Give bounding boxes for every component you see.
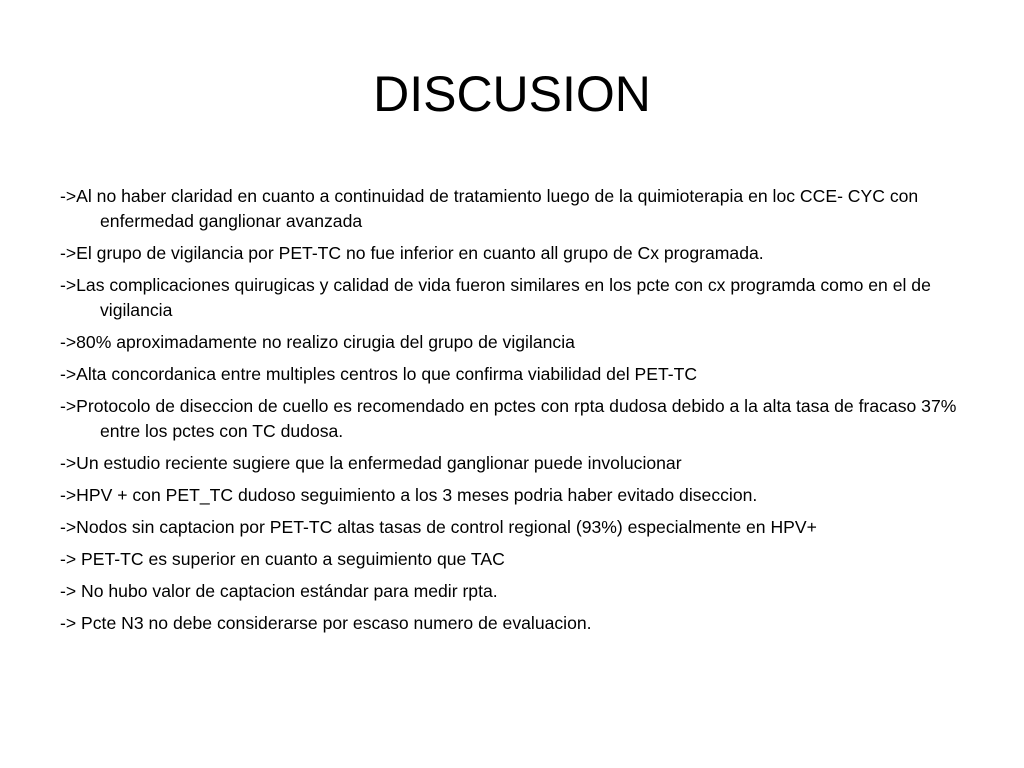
bullet-list [60, 184, 960, 643]
bullet-item: -> No hubo valor de captacion estándar para medir rpta. [60, 581, 498, 601]
bullet-item: -> PET-TC es superior en cuanto a seguimiento que TAC [60, 549, 505, 569]
bullet-item: ->El grupo de vigilancia por PET-TC no fue inferior en cuanto all grupo de Cx programada. [60, 243, 764, 263]
slide-title: DISCUSION [373, 66, 651, 122]
bullet-item: ->Protocolo de diseccion de cuello es recomendado en pctes con rpta dudosa debido a la alta tasa de fracaso 37% entre los pctes con TC dudosa. [60, 396, 957, 441]
bullet-item: -> Pcte N3 no debe considerarse por escaso numero de evaluacion. [60, 613, 592, 633]
bullet-item: ->Un estudio reciente sugiere que la enfermedad ganglionar puede involucionar [60, 453, 682, 473]
bullet-item: ->HPV + con PET_TC dudoso seguimiento a los 3 meses podria haber evitado diseccion. [60, 485, 758, 505]
bullet-item: ->Nodos sin captacion por PET-TC altas tasas de control regional (93%) especialmente en HPV+ [60, 517, 817, 537]
bullet-item: ->Alta concordanica entre multiples centros lo que confirma viabilidad del PET-TC [60, 364, 698, 384]
bullet-item: ->Al no haber claridad en cuanto a continuidad de tratamiento luego de la quimioterapia en loc CCE- CYC con enfermedad ganglionar avanzada [60, 186, 919, 231]
bullet-item: ->Las complicaciones quirugicas y calidad de vida fueron similares en los pcte con cx programda como en el de vigilancia [60, 275, 931, 320]
bullet-item: ->80% aproximadamente no realizo cirugia del grupo de vigilancia [60, 332, 575, 352]
